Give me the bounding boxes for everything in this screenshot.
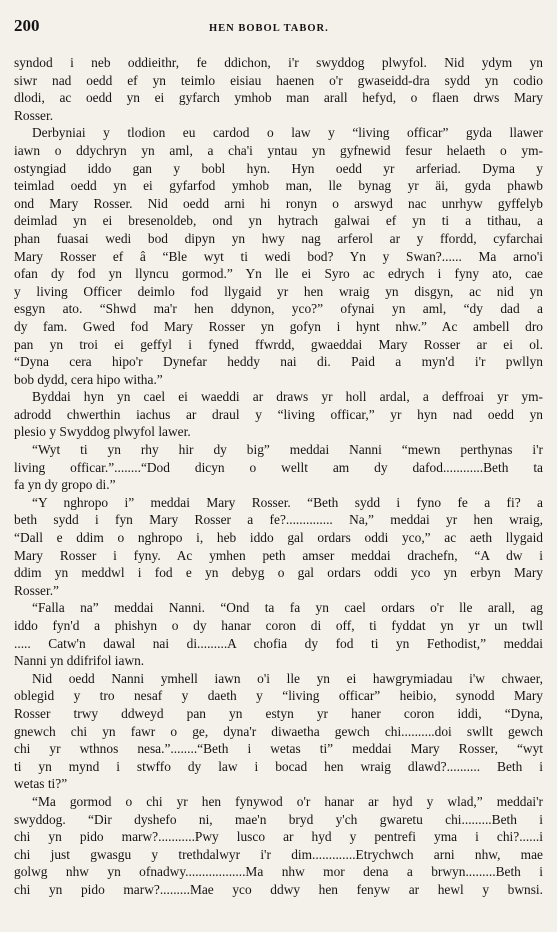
text-line: Rosser trwy ddweyd pan yn estyn yr haner coron iddi, “Dyna,: [14, 705, 543, 721]
text-line: Derbyniai y tlodion eu cardod o law y “living officar” gyda llawer: [32, 125, 543, 141]
text-line: esgyn ato. “Shwd ma'r hen ddynon, yco?” ofynai yn aml, “dy dad a: [14, 301, 543, 317]
text-line: “Ma gormod o chi yr hen fynywod o'r hanar ar hyd y wlad,” meddai'r: [32, 793, 543, 809]
text-line: “Dyna cera hipo'r Dynefar heddy nai di. Paid a myn'd i'r pwllyn: [14, 354, 543, 370]
text-line: Mary Rosser i fyny. Ac ymhen peth amser meddai drachefn, “A dw i: [14, 547, 543, 563]
text-line: iddo fyn'd a phishyn o dy hanar coron di off, ti fyddat yn yr un twll: [14, 618, 543, 633]
text-line: beth sydd i fyn Mary Rosser a fe?.............. Na,” meddai yr hen wraig,: [14, 512, 543, 528]
text-line: “Wyt ti yn rhy hir dy big” meddai Nanni “mewn perthynas i'r: [32, 442, 543, 458]
text-line: syndod i neb oddieithr, fe ddichon, i'r swyddog plwyfol. Nid ydym yn: [14, 55, 543, 70]
text-line: “Falla na” meddai Nanni. “Ond ta fa yn cael ordars o'r lle arall, ag: [32, 600, 543, 616]
text-line: chi yr wthnos nesa.”........“Beth i wetas ti” meddai Mary Rosser, “wyt: [14, 741, 543, 757]
text-line: deimlad yn ei bresenoldeb, ond yn hytrach galwai ef yn ti a tithau, a: [14, 213, 543, 229]
text-line: Rosser.: [14, 107, 54, 123]
text-line: plesio y Swyddog plwyfol lawer.: [14, 424, 191, 440]
text-line: ond Mary Rosser. Nid oedd arni hi ronyn o arswyd nac unrhyw gyffelyb: [14, 195, 543, 211]
text-line: golwg nhw yn ofnadwy..................Ma nhw mor dena a brwyn.........Beth i: [14, 864, 543, 880]
text-line: chi yn pido marw?...........Pwy lusco ar hyd y pentrefi yma i chi?......i: [14, 829, 543, 845]
text-line: Nid oedd Nanni ymhell iawn o'i lle yn ei hawgrymiadau i'w chwaer,: [32, 670, 543, 686]
page-header: [14, 16, 543, 44]
text-line: dlodi, ac oedd yn ei gyfarch ymhob man arall hefyd, o flaen drws Mary: [14, 90, 543, 106]
text-line: “Dall e ddim o nghropo i, heb iddo gal ordars oddi yco,” ac aeth llygaid: [14, 530, 543, 546]
text-line: oblegid y tro nesaf y daeth y “living officar” heibio, synodd Mary: [14, 688, 543, 704]
text-line: living officar.”........“Dod dicyn o wellt am dy dafod............Beth ta: [14, 459, 543, 475]
text-line: gnewch chi yn fawr o ge, dyna'r diwaetha gewch chi..........doi swllt gewch: [14, 723, 543, 739]
text-line: ..... Catw'n dawal nai di.........A chofia dy fod ti yn Fethodist,” meddai: [14, 635, 543, 651]
text-line: phan fuasai wedi bod dipyn yn hwy nag arferol ar y ffordd, cyfarchai: [14, 230, 543, 246]
text-line: chi just gwasgu y trethdalwyr i'r dim.............Etrychwch arni nhw, mae: [14, 846, 543, 862]
text-line: dy fam. Gwed fod Mary Rosser yn gofyn i hynt nhw.” Ac ambell dro: [14, 318, 543, 334]
page-number: 200: [14, 16, 40, 35]
text-line: Nanni yn ddifrifol iawn.: [14, 653, 145, 669]
text-line: ofan dy fod yn llyncu gormod.” Yn lle ei Syro ac edrych i fyny ato, cae: [14, 266, 543, 282]
text-line: iawn o ddychryn yn aml, a cha'i yntau yn gyfnewid fesur helaeth o ym-: [14, 142, 543, 158]
text-line: Mary Rosser ef â “Ble wyt ti wedi bod? Yn y Swan?...... Ma arno'i: [14, 248, 543, 264]
text-line: wetas ti?”: [14, 776, 68, 792]
text-line: teimlad oedd yn ei gyfarfod ymhob man, lle bynag yr äi, gyda phawb: [14, 178, 543, 194]
running-head: HEN BOBOL TABOR.: [209, 23, 329, 34]
text-line: Byddai hyn yn cael ei waeddi ar draws yr holl ardal, a deffroai yr ym-: [32, 389, 543, 405]
text-line: siwr nad oedd ef yn teimlo eisiau haenen o'r gwaseidd-dra sydd yn codio: [14, 72, 543, 88]
text-line: y living Officer deimlo fod llygaid yr hen wraig yn disgyn, ac nid yn: [14, 283, 543, 299]
text-line: ddim yn meddwl i fod e yn debyg o gal ordars oddi yco yn erbyn Mary: [14, 565, 543, 581]
text-line: bob dydd, cera hipo witha.”: [14, 371, 163, 387]
text-line: ti yn mynd i stwffo dy law i bocad hen wraig dlawd?.......... Beth i: [14, 758, 543, 774]
text-line: fa yn dy gropo di.”: [14, 477, 116, 493]
text-line: chi yn pido marw?.........Mae yco ddwy hen fenyw ar hewl y bwnsi.: [14, 881, 543, 897]
text-line: adrodd chwerthin iachus ar draul y “living officar,” yr hyn nad oedd yn: [14, 406, 543, 422]
body-text: [14, 54, 543, 899]
text-line: swyddog. “Dir dyshefo ni, mae'n bryd y'ch gwaretu chi.........Beth i: [14, 811, 543, 827]
text-line: “Y nghropo i” meddai Mary Rosser. “Beth sydd i fyno fe a fi? a: [32, 494, 543, 510]
text-line: Rosser.”: [14, 582, 60, 598]
text-line: ostyngiad iddo gan y bobl hyn. Hyn oedd yr arferiad. Dyma y: [14, 160, 543, 176]
text-line: pan yn troi ei geffyl i fyned ffwrdd, gwaeddai Mary Rosser ar ei ol.: [14, 336, 543, 352]
